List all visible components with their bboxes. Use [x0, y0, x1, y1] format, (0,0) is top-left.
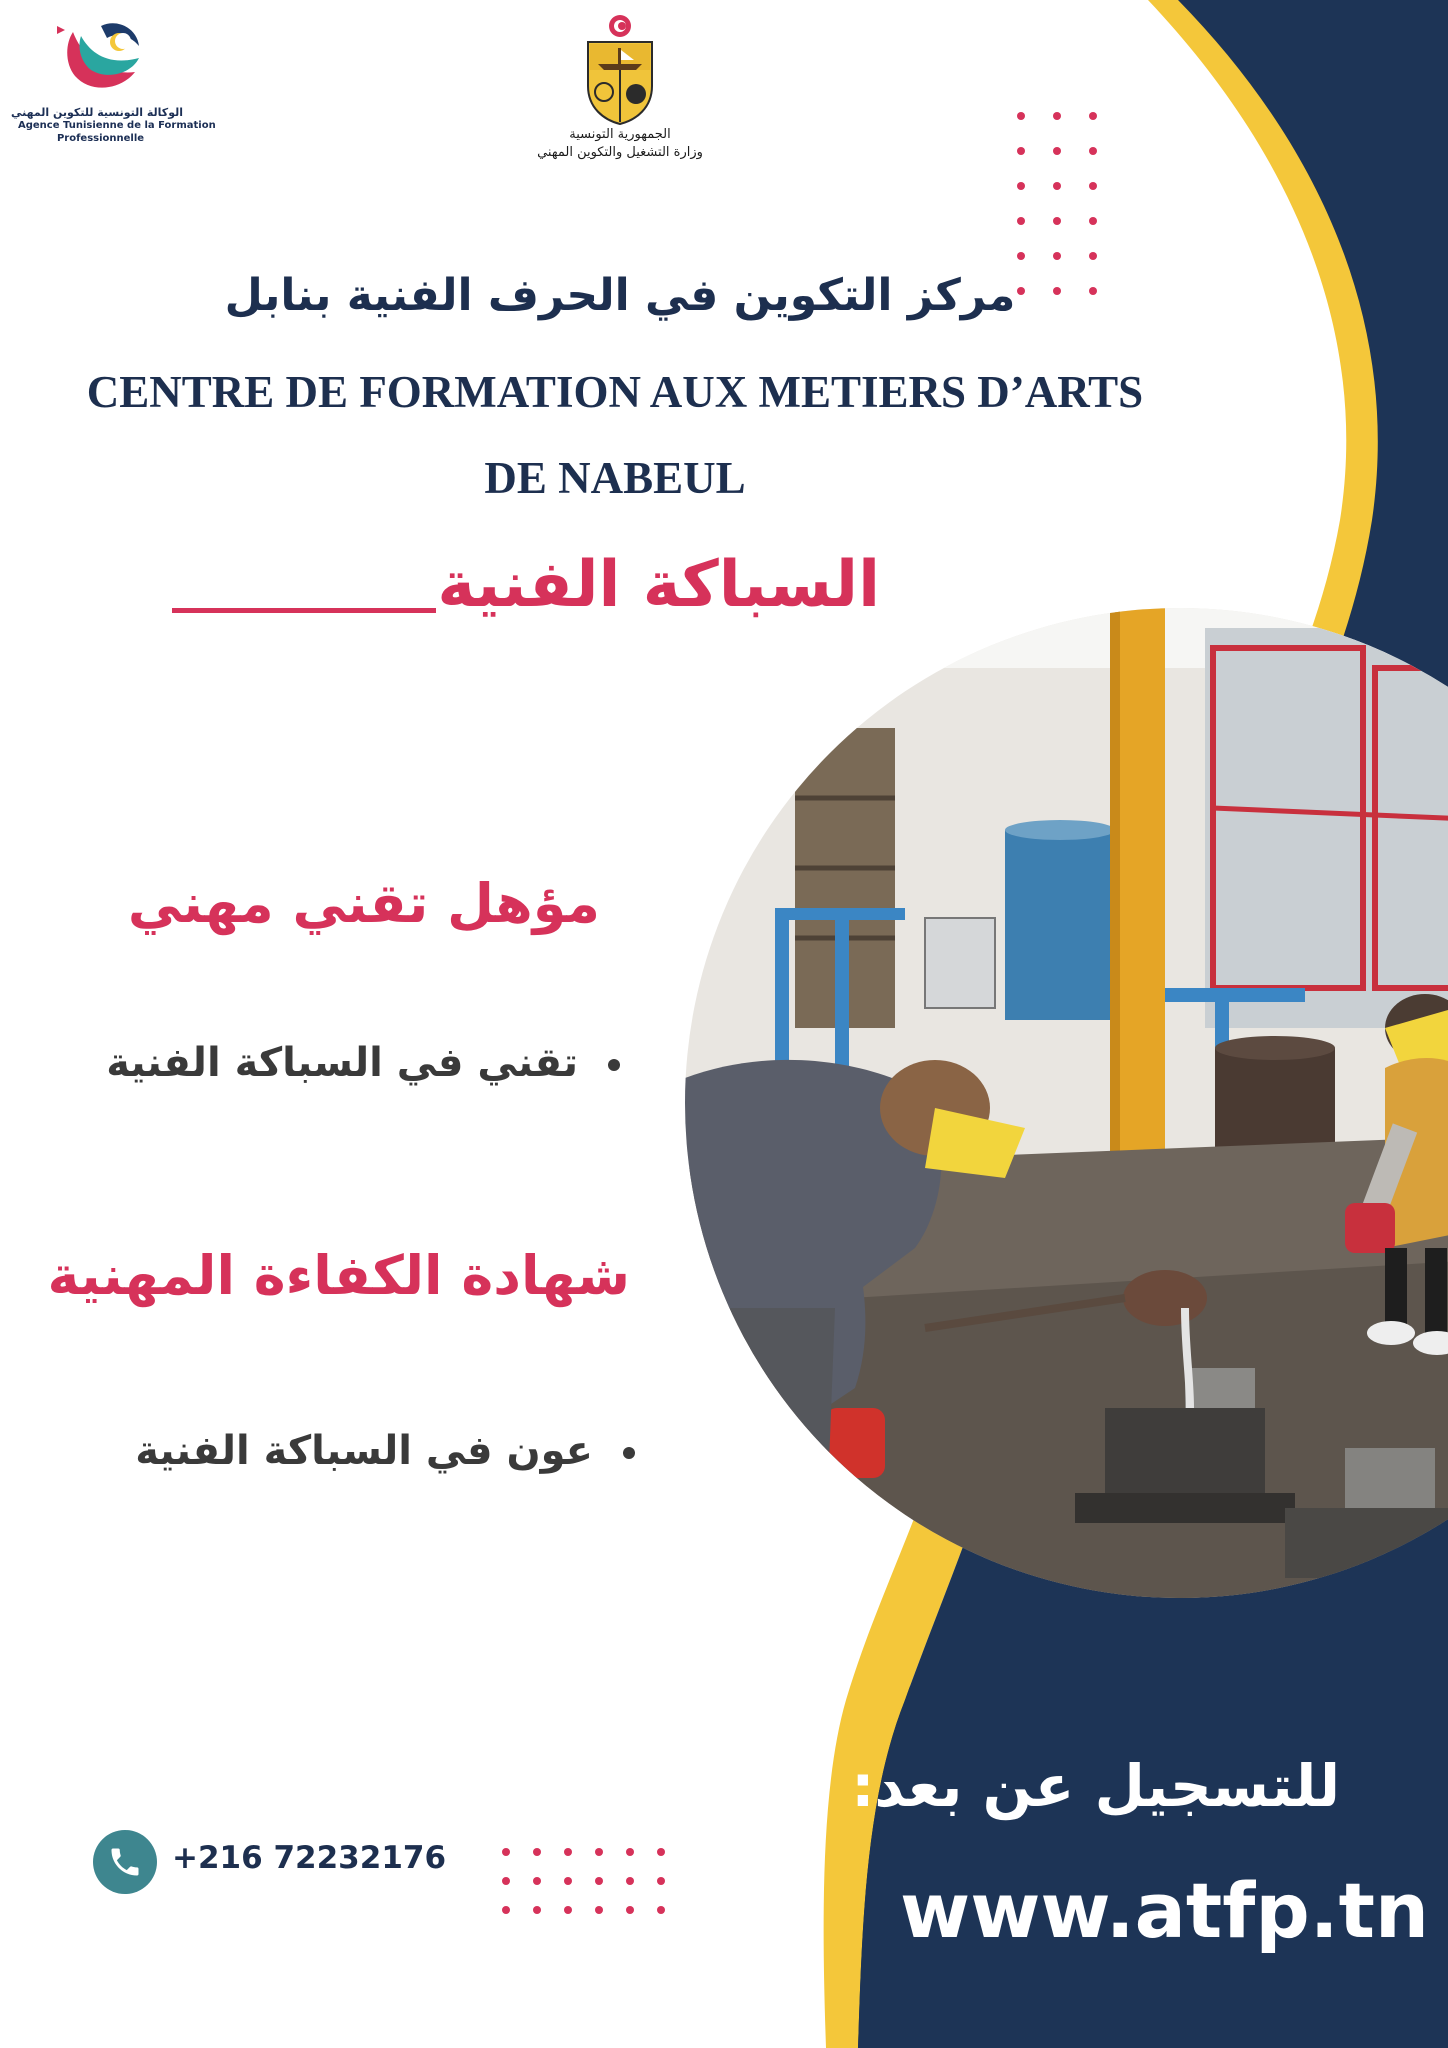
- program-item-technician: [106, 1040, 620, 1086]
- centre-title-fr-line2: DE NABEUL: [484, 453, 746, 503]
- program-item-label: عون في السباكة الفنية: [135, 1428, 593, 1474]
- program-heading-qualification: مؤهل تقني مهني: [127, 872, 600, 935]
- ministry-line2: وزارة التشغيل والتكوين المهني: [537, 145, 703, 160]
- atfp-name-fr-line1: Agence Tunisienne de la Formation: [18, 120, 216, 131]
- program-heading-certificate: شهادة الكفاءة المهنية: [47, 1244, 630, 1307]
- atfp-name-fr-line2: Professionnelle: [56, 133, 145, 144]
- phone-icon: [93, 1830, 157, 1894]
- register-url-link[interactable]: www.atfp.tn: [900, 1866, 1430, 1955]
- bullet-icon: [623, 1447, 635, 1459]
- tunisia-coat-of-arms-icon: [580, 12, 660, 126]
- centre-title-fr-line1: CENTRE DE FORMATION AUX METIERS D’ARTS: [86, 367, 1144, 417]
- centre-title-ar: مركز التكوين في الحرف الفنية بنابل: [224, 270, 1016, 321]
- specialty-title: السباكة الفنية: [437, 548, 880, 622]
- atfp-logo: [11, 14, 216, 154]
- atfp-swirl-icon: [51, 14, 151, 106]
- decorative-dots-bottom: [502, 1848, 665, 1914]
- register-label: للتسجيل عن بعد:: [851, 1752, 1340, 1820]
- ministry-logo: [520, 12, 720, 172]
- bullet-icon: [608, 1059, 620, 1071]
- program-item-agent: [135, 1428, 635, 1474]
- ministry-line1: الجمهورية التونسية: [569, 127, 671, 142]
- program-item-label: تقني في السباكة الفنية: [106, 1040, 578, 1086]
- phone-number[interactable]: +216 72232176: [172, 1840, 447, 1876]
- atfp-name-ar: الوكالة التونسية للتكوين المهني: [11, 106, 183, 119]
- decorative-dots-top: [1017, 112, 1097, 295]
- title-underline: [172, 608, 436, 613]
